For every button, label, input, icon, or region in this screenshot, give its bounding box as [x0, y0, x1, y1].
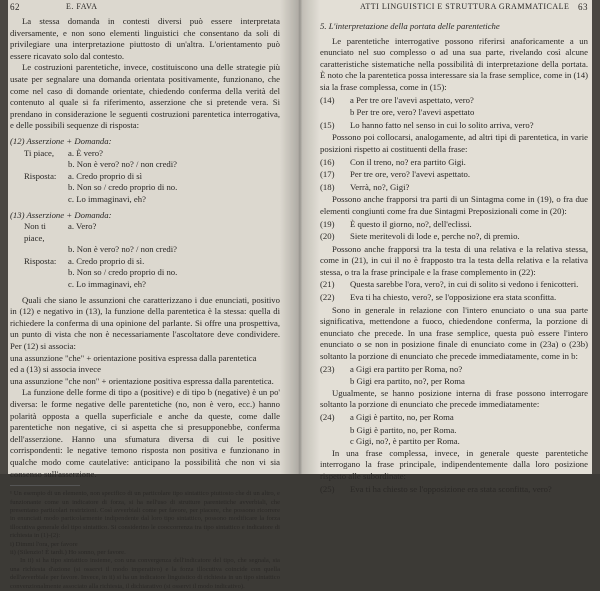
example-line: È questo il giorno, no?, dell'eclissi.: [350, 218, 472, 229]
assumption-line: una assunzione "che" + orientazione positiva espressa dalla parentetica: [10, 352, 257, 363]
page-edge: [592, 0, 600, 474]
example-line: Siete meritevoli di lode e, perche no?, di premio.: [350, 231, 520, 242]
footnote: ¹ Un esempio di un elemento, non specifico di un particolare tipo sintattico piuttosto che di un altro, e funzionante come un indicatore di forza, si ha nell'uso di strutture parentetiche avverbiali, che presentano particolari restrizioni. Così avverbiali come per favore, per piacere, che possono ricorrere in enunciati modo particolarmente indipendente dal loro tipo sintattico, possono modificare la forza illocutiva generale del tipo sintattico. Si considerino le cooccorrenza tra tipo sintattico e indicatore di richiesta in (1)-(2):: [10, 490, 280, 540]
section-title: 5. L'interpretazione della portata delle parentetiche: [320, 21, 500, 31]
example-16: (16) Con il treno, no? era partito Gigi.: [320, 157, 588, 169]
right-running-header: [300, 0, 600, 14]
example-line: c Gigi, no?, è partito per Roma.: [350, 436, 460, 447]
example-label: [24, 159, 68, 171]
example-line: Per tre ore, vero? l'avevi aspettato.: [350, 169, 471, 180]
right-running-head: ATTI LINGUISTICI E STRUTTURA GRAMMATICALE: [360, 2, 570, 11]
example-19: (19) È questo il giorno, no?, dell'eclissi.: [320, 219, 588, 231]
example-line: a. Credo proprio di sì: [68, 170, 143, 181]
page-edge: [0, 0, 8, 474]
example-line: b Gigi è partito, no, per Roma.: [350, 424, 457, 435]
assumption-line: una assunzione "che non" + orientazione positiva espressa dalla parentetica.: [10, 375, 274, 386]
example-label: [24, 267, 68, 279]
example-line: a Gigi era partito per Roma, no?: [350, 363, 463, 374]
example-line: c. Lo immaginavi, eh?: [68, 193, 146, 204]
paragraph: La funzione delle forme di tipo a (positive) e di tipo b (negative) è un po' diversa: le forme negative delle parentetiche (no, non è vero, ecc.) hanno polarità opposta a quella superficiale e anche da queste, come dalle parentetiche non negative, ci si aspetta che si presupponebbe, conferma dell'asserzione. Hanno una sfumatura diversa di cui le positive corrispondenti: le negative temono risposta non positiva e funzionano in qualche modo come cautelative: anticipano la possibilità che non vi sia consenso sull'asserzione.: [10, 387, 280, 479]
paragraph: Possono anche frapporsi tra la testa di una relativa e la relativa stessa, come in (21), in cui il no è frapposto tra la testa della relativa e la relativa stessa, o tra la frase principale e la frase complemento in (22):: [320, 243, 588, 277]
example-label: [24, 279, 68, 291]
left-running-header: [0, 0, 300, 14]
example-label: [24, 244, 68, 256]
left-body: [10, 16, 280, 591]
example-line: Verrà, no?, Gigi?: [350, 181, 410, 192]
example-line: a. Credo proprio di sì.: [68, 255, 145, 266]
example-13: [10, 221, 280, 291]
example-label: [24, 182, 68, 194]
example-label: [24, 194, 68, 206]
example-label: Non ti piace,: [24, 221, 46, 243]
example-line: b. Non è vero? no? / non credi?: [68, 244, 178, 255]
example-24: (24) a Gigi è partito, no, per Roma: [320, 412, 588, 424]
left-running-head: E. FAVA: [66, 2, 98, 11]
right-page-number: 63: [578, 2, 588, 12]
paragraph: Sono in generale in relazione con l'intero enunciato o una sua parte significativa, mettendone a fuoco, chiedendone conferma, la porzione di enunciato che precede. In una frase semplice, questa può essere l'intero enunciato o se non in posizione finale di enunciato come in (23a) o (23b) soltanto la porzione di enunciato che precede immediatamente, come in b:: [320, 304, 588, 362]
paragraph: Le costruzioni parentetiche, invece, costituiscono una delle strategie più usate per segnalare una domanda orientata positivamente, funzionano, che come nel caso di domande orientate, chiedendo conferma della verità del contenuto al quale si fa riferimento, asserzione che si pretende vera. Si prendano in considerazione le seguenti costruzioni parentetica interrogativa, e delle possibili sequenze di risposta:: [10, 62, 280, 131]
example-12: [10, 148, 280, 206]
paragraph: Le parentetiche interrogative possono riferirsi anaforicamente a un enunciato nel suo complesso o ad una sua parte, rivelando così alcune caratteristiche sistematiche nella possibilità di interpretazione della portata. È noto che la parentetica possa interessare sia la frase semplice, come in (14) sia la frase complessa, come in (15):: [320, 35, 588, 92]
example-17: (17) Per tre ore, vero? l'avevi aspettato.: [320, 169, 588, 181]
example-23: (23) a Gigi era partito per Roma, no?: [320, 364, 588, 376]
example-15: (15) Lo hanno fatto nel senso in cui lo solito arriva, vero?: [320, 120, 588, 132]
example-22: (22) Eva ti ha chiesto, vero?, se l'opposizione era stata sconfitta.: [320, 292, 588, 304]
example-line: b. Non so / credo proprio di no.: [68, 182, 178, 193]
paragraph: Possono anche frapporsi tra parti di un Sintagma come in (19), o fra due elementi congiunti come fra due Sintagmi Preposizionali come in (20):: [320, 194, 588, 216]
example-line: b Per tre ore, vero? l'avevi aspettato: [350, 107, 475, 118]
paragraph: In una frase complessa, invece, in generale queste parentetiche interrogano la frase principale, indipendentemente dalla loro posizione rispetto alle subordinate:: [320, 447, 588, 481]
example-line: b. Non so / credo proprio di no.: [68, 267, 178, 278]
example-14: (14) a Per tre ore l'avevi aspettato, vero?: [320, 95, 588, 107]
footnote-example: ii) (Silenzio! È tardi.) Ho sonno, per favore.: [10, 549, 126, 556]
footnote-rule: [10, 485, 80, 486]
footnote-example: i) Dimmi l'ora, per favore: [10, 540, 78, 548]
example-label: Ti piace,: [24, 147, 55, 158]
example-line: Con il treno, no? era partito Gigi.: [350, 156, 466, 167]
example-line: Questa sarebbe l'ora, vero?, in cui di solito si vedono i fenicotteri.: [350, 279, 579, 290]
right-page: [300, 0, 600, 494]
example-21: (21) Questa sarebbe l'ora, vero?, in cui di solito si vedono i fenicotteri.: [320, 279, 588, 291]
assumption-line: ed a (13) si associa invece: [10, 364, 101, 375]
example-18: (18) Verrà, no?, Gigi?: [320, 182, 588, 194]
example-line: a Gigi è partito, no, per Roma: [350, 412, 454, 422]
example-13-heading: (13) Asserzione + Domanda:: [10, 209, 112, 220]
example-line: a. Vero?: [68, 221, 97, 232]
paragraph: Quali che siano le assunzioni che caratterizzano i due enunciati, positivo in (12) e negativo in (13), la funzione della parentetica è la stessa: quella di richiedere la conferma di una opinione del parlante. Si offre una prospettiva, un punto di vista che non è necessariamente l'ascoltatore deve condividere. Per (12) si associa:: [10, 294, 280, 352]
footnote: In ii) si ha tipo sintattico insieme, con una convergenza dell'indicatore del tipo, che segnala, sia una richiesta d'azione (si osservi il modo imperativo) e la forza illocutiva coincide con quella dell'avverbiale per favore. Invece, in ii) si ha un indicatore linguistico di richiesta in un tipo sintattico convenzionalmente associato alla richiesta, il dichiarativo (si osservi il modo indicativo).: [10, 557, 280, 590]
paragraph: La stessa domanda in contesti diversi può essere interpretata diversamente, e non sono elementi linguistici che consentano da soli di privilegiare una interpretazione piuttosto di un'altra. L'orientamento può essere ricavato solo dal contesto.: [10, 16, 280, 61]
example-label: Risposta:: [24, 255, 57, 266]
example-line: a Per tre ore l'avevi aspettato, vero?: [350, 94, 474, 105]
example-line: Lo hanno fatto nel senso in cui lo solito arriva, vero?: [350, 119, 534, 130]
paragraph: Ugualmente, se hanno posizione interna di frase possono interrogare soltanto la porzione di enunciato che precede immediatamente:: [320, 387, 588, 410]
example-line: Eva ti ha chiesto se l'opposizione era stata sconfitta, vero?: [350, 483, 552, 494]
example-label: Risposta:: [24, 170, 57, 181]
example-line: Eva ti ha chiesto, vero?, se l'opposizione era stata sconfitta.: [350, 292, 557, 303]
example-line: b. Non è vero? no? / non credi?: [68, 159, 178, 170]
example-line: c. Lo immaginavi, eh?: [68, 279, 146, 290]
left-page-number: 62: [10, 2, 20, 12]
paragraph: Possono poi collocarsi, analogamente, ad altri tipi di parentetica, in varie posizioni rispetto ai costituenti della frase:: [320, 132, 588, 154]
example-25: (25) Eva ti ha chiesto se l'opposizione era stata sconfitta, vero?: [320, 484, 588, 496]
example-12-heading: (12) Asserzione + Domanda:: [10, 135, 112, 146]
example-20: (20) Siete meritevoli di lode e, perche no?, di premio.: [320, 231, 588, 243]
example-line: b Gigi era partito, no?, per Roma: [350, 376, 465, 387]
left-page: [0, 0, 300, 590]
right-body: [320, 16, 588, 496]
example-line: a. È vero?: [68, 147, 103, 158]
